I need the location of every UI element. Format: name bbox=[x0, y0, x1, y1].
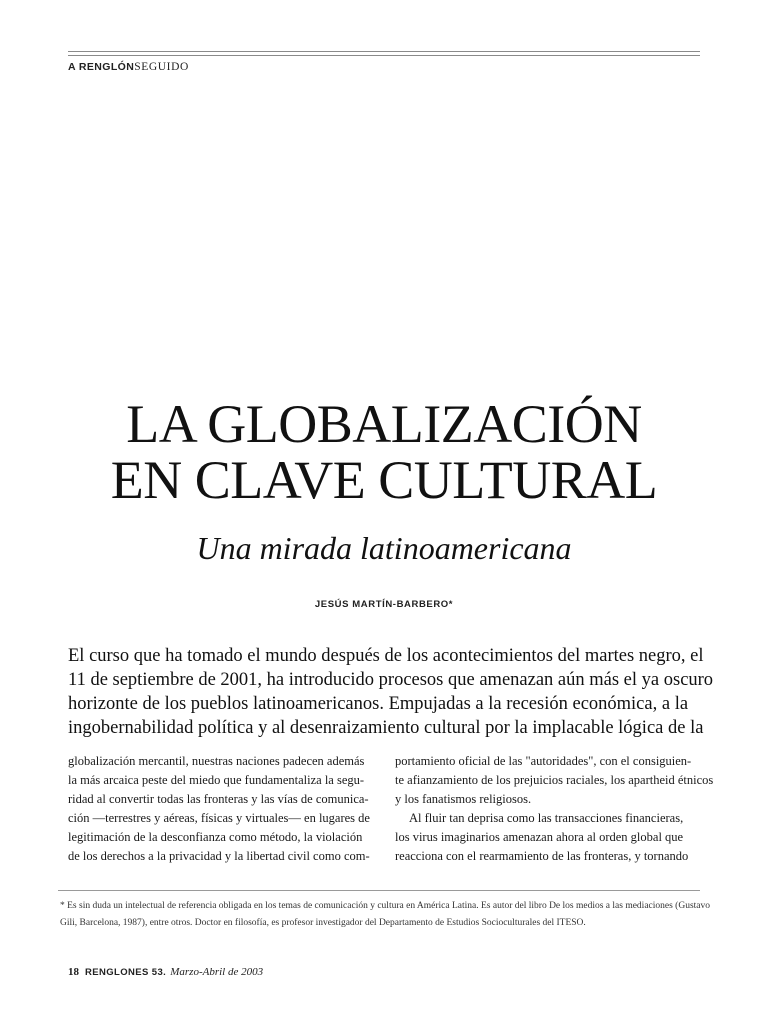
column-line: de los derechos a la privacidad y la libertad civil como com- bbox=[68, 849, 370, 863]
lead-line: El curso que ha tomado el mundo después de los acontecimientos del martes negro, el bbox=[68, 646, 704, 666]
column-line: reacciona con el rearmamiento de las fronteras, y tornando bbox=[395, 849, 689, 863]
page-number: 18 bbox=[68, 966, 79, 978]
column-line: los virus imaginarios amenazan ahora al orden global que bbox=[395, 830, 684, 844]
header-rule-bottom bbox=[68, 55, 700, 56]
lead-paragraph bbox=[68, 644, 714, 740]
article-author: JESÚS MARTÍN-BARBERO* bbox=[314, 599, 454, 610]
column-line: legitimación de la desconfianza como método, la violación bbox=[68, 830, 363, 844]
header-rule-top bbox=[68, 51, 700, 52]
issue-date: Marzo-Abril de 2003 bbox=[170, 966, 264, 978]
footnote-rule bbox=[58, 890, 700, 891]
title-line: EN CLAVE CULTURAL bbox=[110, 450, 658, 510]
column-line: globalización mercantil, nuestras naciones padecen además bbox=[68, 754, 365, 768]
column-line: ridad al convertir todas las fronteras y las vías de comunica- bbox=[68, 792, 369, 806]
title-line: LA GLOBALIZACIÓN bbox=[126, 394, 642, 454]
article-subtitle: Una mirada latinoamericana bbox=[196, 530, 572, 566]
section-tag-light: SEGUIDO bbox=[134, 61, 189, 73]
lead-line: horizonte de los pueblos latinoamericanos. Empujadas a la recesión económica, a la bbox=[68, 694, 689, 714]
footnote-line: * Es sin duda un intelectual de referencia obligada en los temas de comunicación y cultura en América Latina. Es autor del libro De los medios a las mediaciones (Gustavo bbox=[60, 901, 711, 911]
column-line: y los fanatismos religiosos. bbox=[395, 792, 532, 806]
section-tag bbox=[68, 61, 189, 73]
lead-line: 11 de septiembre de 2001, ha introducido procesos que amenazan aún más el ya oscuro bbox=[68, 670, 714, 690]
body-column-right bbox=[395, 752, 714, 866]
body-column-left bbox=[68, 752, 374, 866]
magazine-issue: RENGLONES 53. bbox=[85, 967, 167, 978]
column-line: ción —terrestres y aéreas, físicas y virtuales— en lugares de bbox=[68, 811, 370, 825]
article-title bbox=[40, 396, 728, 508]
column-line: Al fluir tan deprisa como las transacciones financieras, bbox=[409, 811, 684, 825]
section-tag-strong: A RENGLÓN bbox=[68, 61, 135, 73]
lead-line: ingobernabilidad política y al desenraizamiento cultural por la implacable lógica de la bbox=[68, 718, 704, 738]
column-line: la más arcaica peste del miedo que fundamentaliza la segu- bbox=[68, 773, 365, 787]
column-line: te afianzamiento de los prejuicios raciales, los apartheid étnicos bbox=[395, 773, 714, 787]
page-folio bbox=[68, 966, 263, 978]
author-footnote bbox=[60, 898, 710, 932]
column-line: portamiento oficial de las "autoridades", con el consiguien- bbox=[395, 754, 692, 768]
footnote-line: Gili, Barcelona, 1987), entre otros. Doctor en filosofía, es profesor investigador del Departamento de Estudios Socioculturales del ITESO. bbox=[60, 918, 586, 928]
